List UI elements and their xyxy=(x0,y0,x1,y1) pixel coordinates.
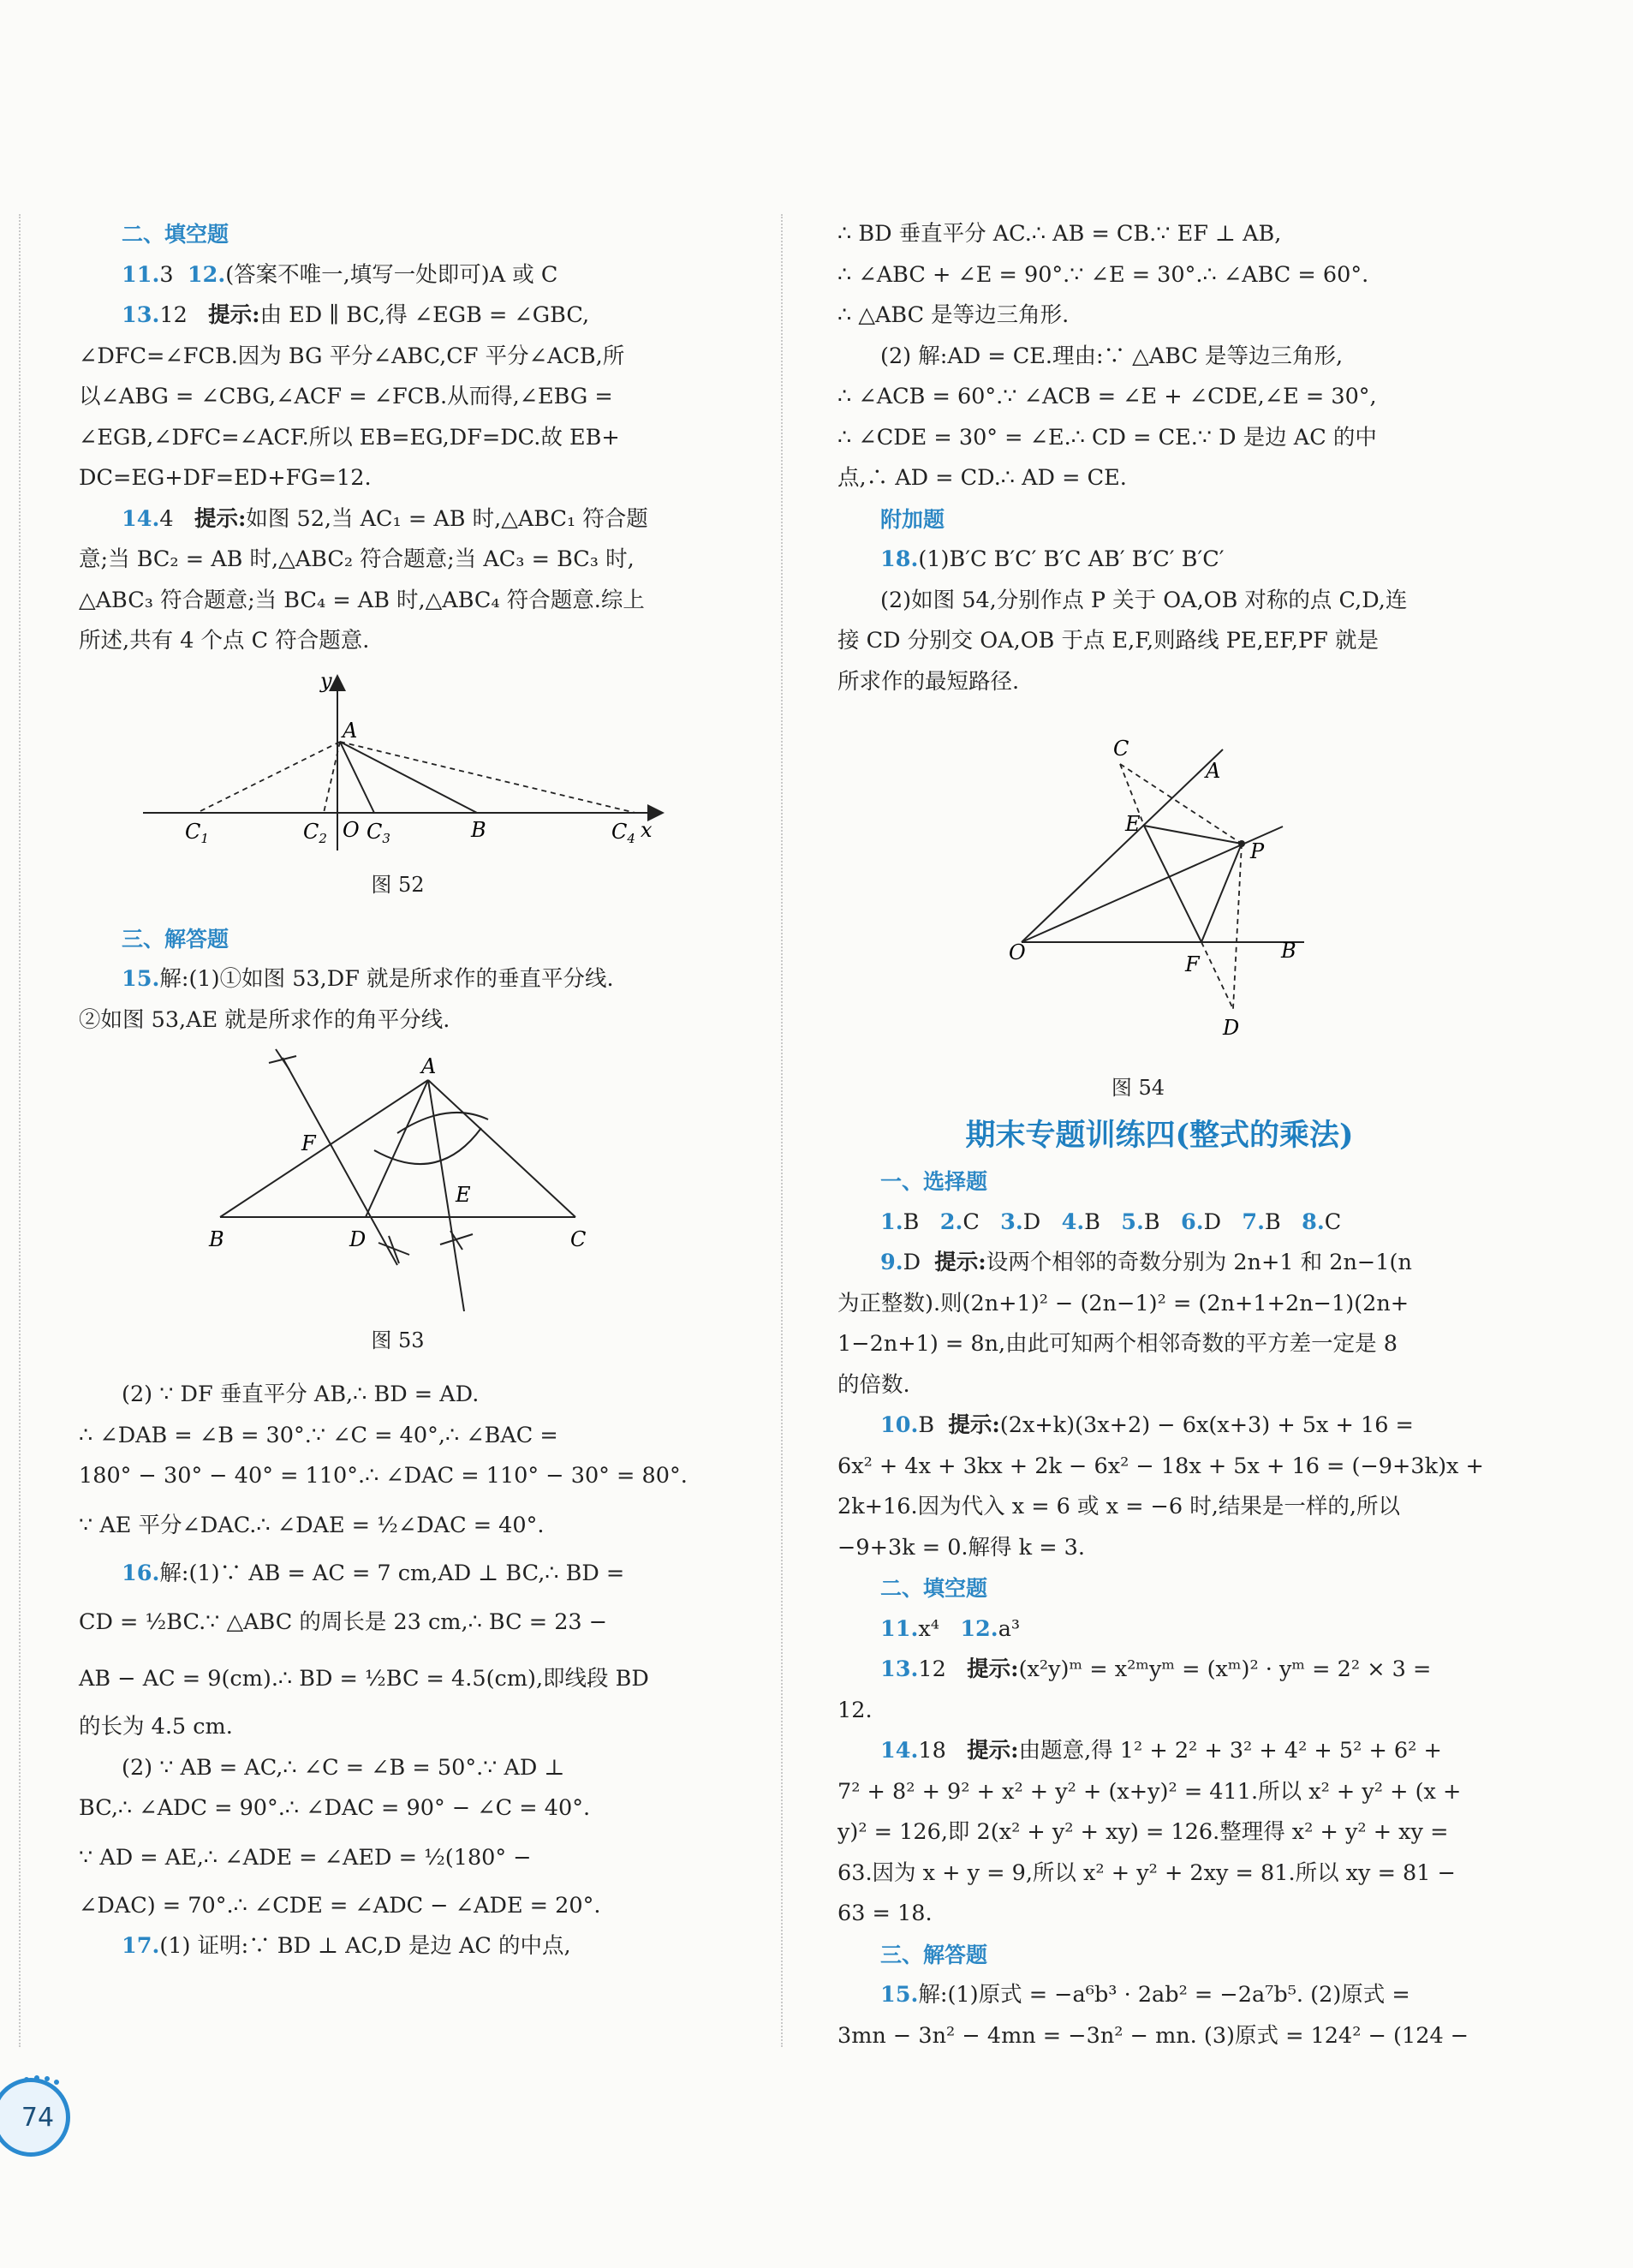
answer-line: ∠DFC=∠FCB.因为 BG 平分∠ABC,CF 平分∠ACB,所 xyxy=(79,343,625,369)
answer-text: 3 xyxy=(159,261,174,288)
answer-line: 的倍数. xyxy=(837,1371,910,1398)
answer-line xyxy=(79,1926,717,1967)
question-number: 18. xyxy=(880,546,919,572)
label-e: E xyxy=(1125,812,1141,836)
figure-54-caption: 图 54 xyxy=(1111,1076,1165,1100)
label-c4: $C_4$ xyxy=(611,819,635,846)
answer-line: ∠DAC) = 70°.∴ ∠CDE = ∠ADC − ∠ADE = 20°. xyxy=(79,1892,601,1919)
answer-line: 3mn − 3n² − 4mn = −3n² − mn. (3)原式 = 124² − (124 − xyxy=(837,2022,1469,2049)
answer-line-11-12 xyxy=(837,1609,1481,1650)
answer-line xyxy=(837,540,1481,581)
answer-text: D xyxy=(903,1250,921,1275)
segment-ab xyxy=(340,742,477,813)
section-heading-extra: 附加题 xyxy=(880,506,945,532)
question-number: 12. xyxy=(187,261,226,288)
label-x: x xyxy=(641,817,653,842)
answer-line: 意;当 BC₂ = AB 时,△ABC₂ 符合题意;当 AC₃ = BC₃ 时, xyxy=(79,546,635,572)
answer-line: 点,∴ AD = CD.∴ AD = CE. xyxy=(837,465,1127,491)
answer-line: y)² = 126,即 2(x² + y² + xy) = 126.整理得 x² + y² + xy = xyxy=(837,1819,1449,1845)
answer-text: (答案不唯一,填写一处即可)A 或 C xyxy=(225,261,558,288)
answer-line: 1−2n+1) = 8n,由此可知两个相邻奇数的平方差一定是 8 xyxy=(837,1331,1398,1357)
answer-text: a³ xyxy=(998,1615,1021,1642)
label-f: F xyxy=(1185,952,1200,976)
question-number: 11. xyxy=(122,261,160,288)
answer-line: △ABC₃ 符合题意;当 BC₄ = AB 时,△ABC₄ 符合题意.综上 xyxy=(79,587,645,613)
answer-line: 为正整数).则(2n+1)² − (2n−1)² = (2n+1+2n−1)(2n+ xyxy=(837,1290,1410,1316)
answer-line: (2) ∵ DF 垂直平分 AB,∴ BD = AD. xyxy=(122,1382,480,1407)
left-column xyxy=(79,214,717,1967)
question-number: 16. xyxy=(122,1560,160,1586)
label-b: B xyxy=(471,817,486,842)
question-number: 3. xyxy=(1000,1209,1023,1235)
figure-53 xyxy=(79,1041,717,1323)
answer-line xyxy=(837,1975,1481,2016)
section-heading-solutions: 三、解答题 xyxy=(122,926,229,952)
question-number: 14. xyxy=(122,505,160,532)
answer-line: ∴ ∠CDE = 30° = ∠E.∴ CD = CE.∵ D 是边 AC 的中 xyxy=(837,424,1377,451)
dashed-ac1 xyxy=(197,742,340,813)
choice-answer: C xyxy=(1324,1209,1342,1235)
answer-line: 的长为 4.5 cm. xyxy=(79,1714,233,1740)
answer-line: 2k+16.因为代入 x = 6 或 x = −6 时,结果是一样的,所以 xyxy=(837,1494,1400,1519)
segment-pe xyxy=(1144,826,1242,844)
right-column xyxy=(837,214,1484,2056)
question-number: 2. xyxy=(939,1209,963,1235)
answer-line: 所求作的最短路径. xyxy=(837,668,1020,695)
answer-line xyxy=(837,1243,1481,1284)
hint-label: 提示: xyxy=(934,1250,986,1275)
answer-line: 63 = 18. xyxy=(837,1901,933,1926)
label-b: B xyxy=(209,1227,224,1251)
answer-line: 所述,共有 4 个点 C 符合题意. xyxy=(79,628,370,654)
hint-label: 提示: xyxy=(967,1738,1019,1764)
question-number: 8. xyxy=(1302,1209,1325,1235)
answer-line: ∴ BD 垂直平分 AC.∴ AB = CB.∵ EF ⊥ AB, xyxy=(837,221,1282,247)
answer-line: ∠EGB,∠DFC=∠ACF.所以 EB=EG,DF=DC.故 EB+ xyxy=(79,424,620,451)
section-heading-choice: 一、选择题 xyxy=(880,1169,988,1194)
answer-text: 解:(1)∵ AB = AC = 7 cm,AD ⊥ BC,∴ BD = xyxy=(159,1560,625,1586)
question-number: 13. xyxy=(880,1656,919,1682)
answer-line xyxy=(79,1554,717,1595)
answer-line xyxy=(79,295,717,337)
question-number: 14. xyxy=(880,1738,919,1764)
segment-pf xyxy=(1201,844,1242,942)
section-heading-fill-in: 二、填空题 xyxy=(880,1576,988,1601)
hint-label: 提示: xyxy=(948,1412,1000,1438)
label-a: A xyxy=(421,1054,437,1078)
question-number: 5. xyxy=(1121,1209,1144,1235)
answer-text: B xyxy=(918,1412,935,1438)
answer-line: −9+3k = 0.解得 k = 3. xyxy=(837,1534,1086,1561)
question-number: 7. xyxy=(1242,1209,1266,1235)
label-c: C xyxy=(1113,737,1129,761)
answer-text: 12 xyxy=(159,302,188,328)
answer-text: 12 xyxy=(918,1656,946,1682)
answer-text: 由题意,得 1² + 2² + 3² + 4² + 5² + 6² + xyxy=(1018,1738,1442,1764)
question-number: 15. xyxy=(122,966,160,992)
page-number: 74 xyxy=(21,2102,55,2133)
hint-label: 提示: xyxy=(208,302,260,328)
label-a: A xyxy=(1206,759,1221,783)
answer-text: 4 xyxy=(159,505,174,532)
answer-line: ∵ AE 平分∠DAC.∴ ∠DAE = ½∠DAC = 40°. xyxy=(79,1512,545,1538)
label-o: O xyxy=(343,817,360,842)
hint-label: 提示: xyxy=(194,505,247,532)
answer-text: 由 ED ∥ BC,得 ∠EGB = ∠GBC, xyxy=(259,302,590,328)
answer-text: (2x+k)(3x+2) − 6x(x+3) + 5x + 16 = xyxy=(999,1412,1414,1438)
answer-text: 如图 52,当 AC₁ = AB 时,△ABC₁ 符合题 xyxy=(246,505,648,532)
answer-text: (x²y)ᵐ = x²ᵐyᵐ = (xᵐ)² · yᵐ = 2² × 3 = xyxy=(1018,1656,1432,1682)
answer-line: (2)如图 54,分别作点 P 关于 OA,OB 对称的点 C,D,连 xyxy=(880,587,1408,613)
answer-line xyxy=(837,1406,1481,1447)
answer-line: ∵ AD = AE,∴ ∠ADE = ∠AED = ½(180° − xyxy=(79,1844,532,1871)
choice-answer: B xyxy=(1265,1209,1281,1235)
answer-text: 18 xyxy=(918,1738,946,1764)
label-c3: $C_3$ xyxy=(367,819,390,846)
question-number: 6. xyxy=(1180,1209,1204,1235)
answer-line xyxy=(79,499,717,540)
dashed-ac4 xyxy=(340,742,635,813)
answer-line: ∴ ∠ACB = 60°.∵ ∠ACB = ∠E + ∠CDE,∠E = 30°, xyxy=(837,384,1377,409)
question-number: 4. xyxy=(1061,1209,1085,1235)
answer-line: (2) ∵ AB = AC,∴ ∠C = ∠B = 50°.∵ AD ⊥ xyxy=(122,1754,565,1781)
label-a: A xyxy=(343,718,358,743)
figure-53-caption: 图 53 xyxy=(371,1328,425,1352)
page-number-badge xyxy=(0,2078,70,2157)
choice-answer: C xyxy=(963,1209,980,1235)
choice-answer: B xyxy=(1143,1209,1160,1235)
choice-answer: D xyxy=(1203,1209,1222,1235)
segment-ac3 xyxy=(340,742,374,813)
label-b: B xyxy=(1281,939,1296,963)
label-o: O xyxy=(1009,940,1026,964)
perpendicular-bisector-df xyxy=(283,1058,397,1265)
question-number: 11. xyxy=(880,1615,919,1642)
answer-text: 解:(1)原式 = −a⁶b³ · 2ab² = −2a⁷b⁵. (2)原式 = xyxy=(918,1982,1410,2008)
answer-text: (1)B′C B′C′ B′C AB′ B′C′ B′C′ xyxy=(918,546,1225,572)
point-p xyxy=(1238,840,1245,847)
label-p: P xyxy=(1250,839,1265,863)
label-c2: $C_2$ xyxy=(303,819,327,846)
answer-line: AB − AC = 9(cm).∴ BD = ½BC = 4.5(cm),即线段 BD xyxy=(79,1666,649,1692)
answer-line: 接 CD 分别交 OA,OB 于点 E,F,则路线 PE,EF,PF 就是 xyxy=(837,628,1379,654)
answer-line: 180° − 30° − 40° = 110°.∴ ∠DAC = 110° − 30° = 80°. xyxy=(79,1463,688,1489)
left-margin-rule xyxy=(19,214,21,2047)
answer-line-11-12 xyxy=(79,255,717,296)
answer-text: 解:(1)①如图 53,DF 就是所求作的垂直平分线. xyxy=(159,966,614,992)
answer-line: 以∠ABG = ∠CBG,∠ACF = ∠FCB.从而得,∠EBG = xyxy=(79,384,613,409)
answer-line: ②如图 53,AE 就是所求作的角平分线. xyxy=(79,1006,450,1033)
answer-line: DC=EG+DF=ED+FG=12. xyxy=(79,465,372,491)
construction-mark xyxy=(276,1049,289,1070)
answer-line: (2) 解:AD = CE.理由:∵ △ABC 是等边三角形, xyxy=(880,343,1344,369)
answer-line xyxy=(79,959,717,1000)
dashed-fd xyxy=(1201,942,1233,1009)
label-e: E xyxy=(456,1183,471,1207)
label-y: y xyxy=(320,668,332,693)
question-number: 13. xyxy=(122,302,160,328)
answer-line: 6x² + 4x + 3kx + 2k − 6x² − 18x + 5x + 16 = (−9+3k)x + xyxy=(837,1453,1484,1479)
topic-title: 期末专题训练四(整式的乘法) xyxy=(965,1118,1354,1153)
answer-text: 设两个相邻的奇数分别为 2n+1 和 2n−1(n xyxy=(986,1250,1412,1275)
question-number: 17. xyxy=(122,1933,160,1959)
answer-line: 7² + 8² + 9² + x² + y² + (x+y)² = 411.所以 x² + y² + (x + xyxy=(837,1778,1462,1805)
label-d: D xyxy=(349,1227,367,1251)
figure-52-caption: 图 52 xyxy=(371,872,425,897)
question-number: 10. xyxy=(880,1412,919,1438)
question-number: 15. xyxy=(880,1982,919,2008)
figure-52 xyxy=(79,662,717,868)
answer-text: (1) 证明:∵ BD ⊥ AC,D 是边 AC 的中点, xyxy=(159,1933,571,1959)
ray-oa xyxy=(1022,749,1223,942)
answer-line: ∴ ∠DAB = ∠B = 30°.∵ ∠C = 40°,∴ ∠BAC = xyxy=(79,1422,558,1448)
answer-line: 12. xyxy=(837,1697,873,1723)
answer-line xyxy=(837,1650,1481,1691)
figure-54 xyxy=(837,702,1481,1071)
choice-answer: B xyxy=(903,1209,920,1235)
choice-answer: D xyxy=(1022,1209,1041,1235)
construction-arc xyxy=(374,1128,481,1164)
question-number: 9. xyxy=(880,1250,903,1275)
label-c1: $C_1$ xyxy=(185,819,209,846)
answer-line: BC,∴ ∠ADC = 90°.∴ ∠DAC = 90° − ∠C = 40°. xyxy=(79,1795,591,1821)
answer-text: x⁴ xyxy=(918,1615,939,1642)
answer-line: 63.因为 x + y = 9,所以 x² + y² + 2xy = 81.所以 xy = 81 − xyxy=(837,1859,1456,1886)
answer-line: ∴ △ABC 是等边三角形. xyxy=(837,302,1070,328)
section-heading-solutions: 三、解答题 xyxy=(880,1942,988,1967)
answer-line: ∴ ∠ABC + ∠E = 90°.∵ ∠E = 30°.∴ ∠ABC = 60°. xyxy=(837,261,1369,288)
label-d: D xyxy=(1223,1016,1240,1040)
column-divider xyxy=(781,214,783,2047)
choice-answers xyxy=(837,1203,1481,1244)
hint-label: 提示: xyxy=(967,1656,1019,1682)
label-f: F xyxy=(301,1131,316,1155)
label-c: C xyxy=(570,1227,587,1251)
answer-line: CD = ½BC.∵ △ABC 的周长是 23 cm,∴ BC = 23 − xyxy=(79,1609,608,1635)
answer-line xyxy=(837,1731,1481,1772)
question-number: 12. xyxy=(960,1615,998,1642)
dashed-pd xyxy=(1233,844,1242,1009)
choice-answer: B xyxy=(1084,1209,1100,1235)
section-heading-fill-in: 二、填空题 xyxy=(122,222,229,247)
question-number: 1. xyxy=(880,1209,903,1235)
segment-ac xyxy=(428,1080,575,1217)
